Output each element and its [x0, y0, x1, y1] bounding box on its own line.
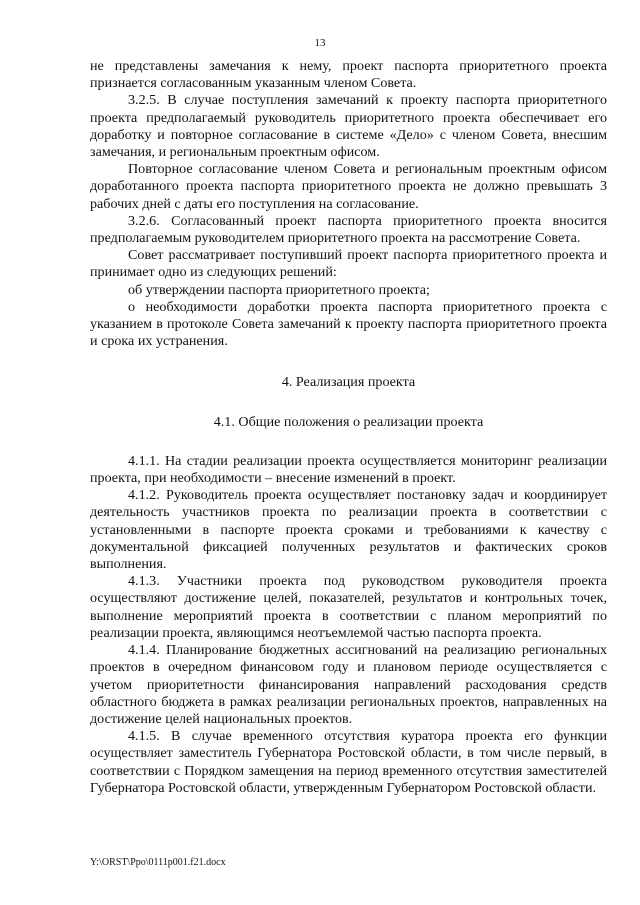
paragraph-4-1-2: 4.1.2. Руководитель проекта осуществляет постановку задач и координирует деятельность участников проекта по реализации проекта в соответствии с установленными в паспорте проекта сроками и требованиями к качеству с документальной фиксацией полученных результатов и фактических сроков выполнения. [90, 487, 607, 573]
paragraph-council-decisions: Совет рассматривает поступивший проект паспорта приоритетного проекта и принимает одно из следующих решений: [90, 247, 607, 281]
page-number: 13 [314, 37, 326, 49]
subsection-title: 4.1. Общие положения о реализации проекта [213, 413, 484, 430]
document-body [90, 58, 607, 797]
paragraph-decision-approve: об утверждении паспорта приоритетного проекта; [128, 281, 430, 298]
paragraph-4-1-4: 4.1.4. Планирование бюджетных ассигнований на реализацию региональных проектов в очередном финансовом году и плановом периоде осуществляется с учетом приоритетности финансирования направлений расходования средств областного бюджета в рамках реализации региональных проектов, направленных на достижение целей национальных проектов. [90, 642, 607, 727]
paragraph-4-1-1: 4.1.1. На стадии реализации проекта осуществляется мониторинг реализации проекта, при необходимости – внесение изменений в проект. [90, 452, 607, 487]
section-title: 4. Реализация проекта [281, 374, 416, 391]
paragraph-decision-revise: о необходимости доработки проекта паспорта приоритетного проекта с указанием в протоколе Совета замечаний к проекту паспорта приоритетного проекта и срока их устранения. [90, 298, 607, 350]
paragraph-4-1-3: 4.1.3. Участники проекта под руководством руководителя проекта осуществляют достижение целей, показателей, результатов и контрольных точек, выполнение мероприятий проекта в соответствии с планом мероприятий по реализации проекта, являющимся неотъемлемой частью паспорта проекта. [90, 573, 607, 641]
paragraph-4-1-5: 4.1.5. В случае временного отсутствия куратора проекта его функции осуществляет заместитель Губернатора Ростовской области, в том числе первый, в соответствии с Порядком замещения на период временного отсутствия заместителей Губернатора Ростовской области, утвержденным Губернатором Ростовской области. [90, 728, 607, 796]
footer-file-path: Y:\ORST\Ppo\0111p001.f21.docx [90, 857, 226, 868]
paragraph-repeat-approval: Повторное согласование членом Совета и региональным проектным офисом доработанного проекта паспорта приоритетного проекта не должно превышать 3 рабочих дней с даты его поступления на согласование. [90, 161, 607, 212]
paragraph-continuation: не представлены замечания к нему, проект паспорта приоритетного проекта признается согласованным указанным членом Совета. [90, 58, 607, 92]
paragraph-3-2-5: 3.2.5. В случае поступления замечаний к проекту паспорта приоритетного проекта предполагаемый руководитель приоритетного проекта обеспечивает его доработку и повторное согласование в системе «Дело» с членом Совета, внесшим замечания, и региональным проектным офисом. [90, 92, 607, 161]
paragraph-3-2-6: 3.2.6. Согласованный проект паспорта приоритетного проекта вносится предполагаемым руководителем приоритетного проекта на рассмотрение Совета. [90, 212, 607, 247]
